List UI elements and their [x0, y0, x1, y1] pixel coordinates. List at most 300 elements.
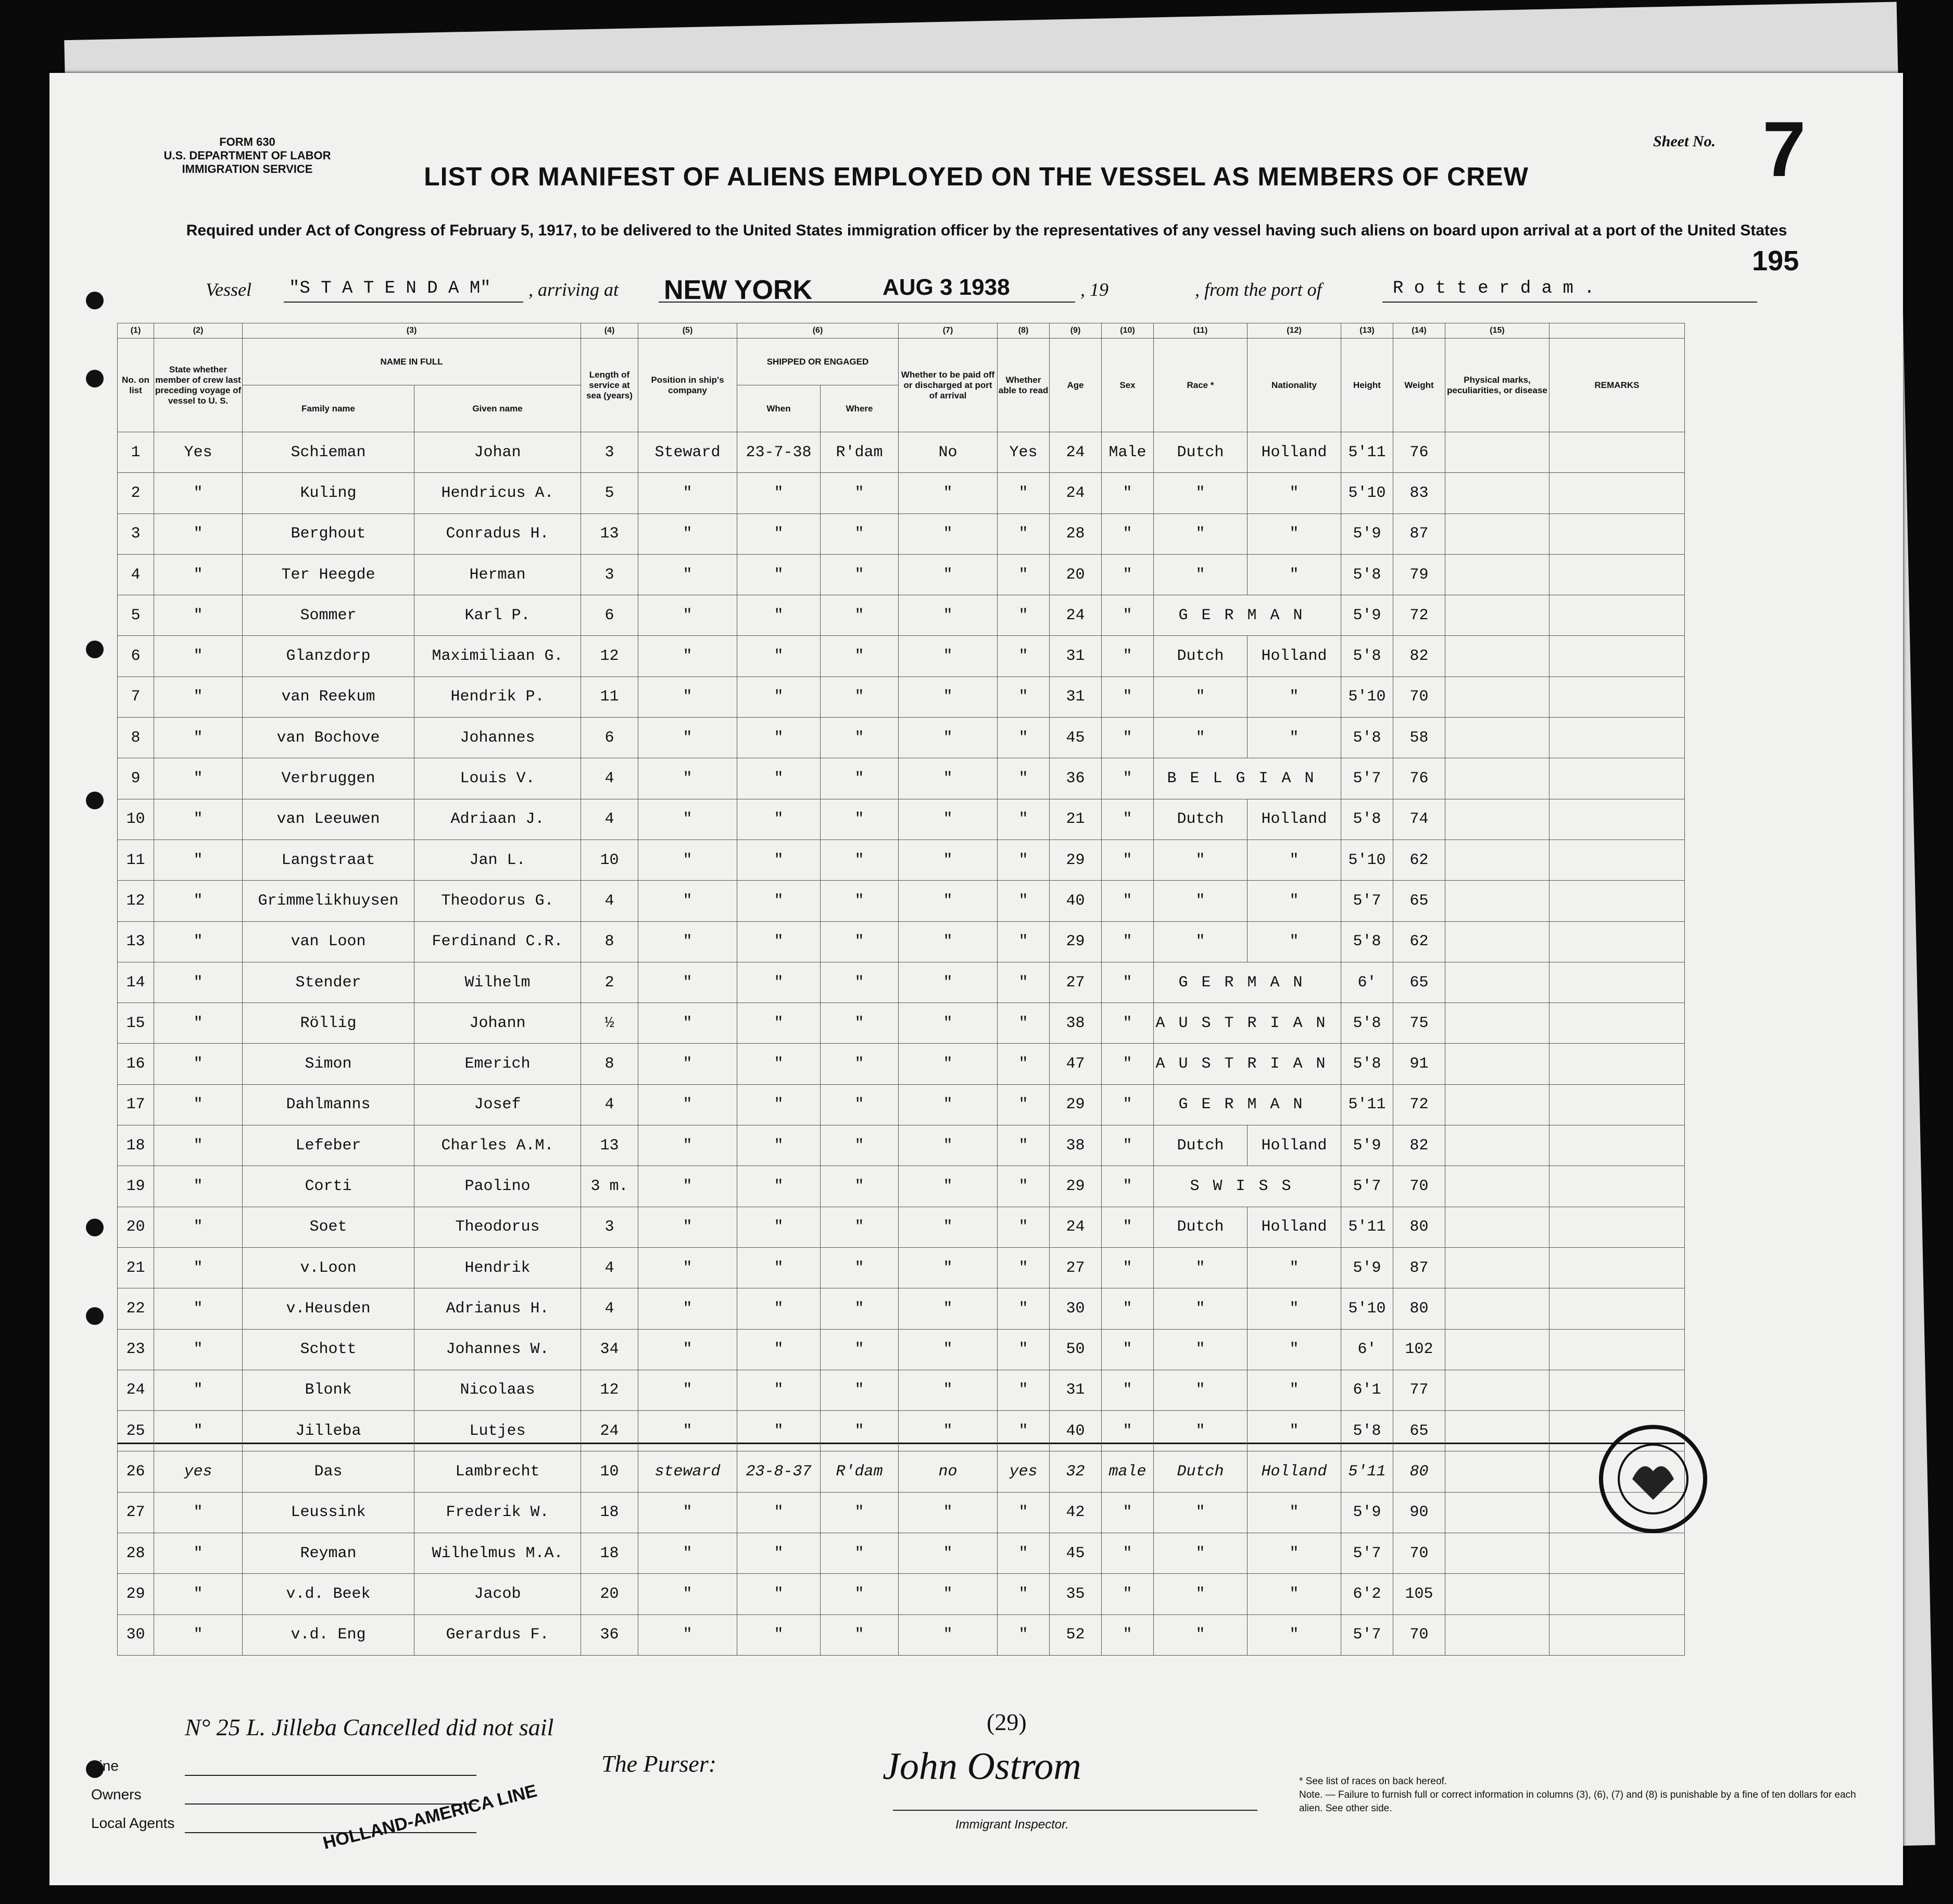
paid-off-cell: "	[899, 1492, 998, 1533]
table-row	[118, 513, 1685, 554]
age-cell: 29	[1050, 921, 1102, 962]
shipped-where-cell: "	[821, 1125, 899, 1166]
state-member-cell: "	[154, 921, 243, 962]
remarks-cell	[1549, 1125, 1685, 1166]
state-member-cell: "	[154, 1614, 243, 1655]
family-name-cell: Röllig	[243, 1003, 414, 1044]
race-cell: "	[1154, 1247, 1248, 1288]
table-row	[118, 1614, 1685, 1655]
physical-marks-cell	[1445, 1329, 1549, 1370]
punch-hole	[86, 1307, 104, 1325]
shipped-when-cell: "	[737, 473, 821, 513]
given-name-cell: Paolino	[414, 1166, 581, 1207]
paid-off-cell: "	[899, 636, 998, 677]
shipped-where-cell: "	[821, 636, 899, 677]
height-cell: 5'8	[1341, 1003, 1393, 1044]
row-number-cell: 10	[118, 799, 154, 840]
table-row	[118, 1084, 1685, 1125]
col-name-in-full: NAME IN FULL	[243, 339, 581, 385]
remarks-cell	[1549, 1084, 1685, 1125]
shipped-where-cell: "	[821, 554, 899, 595]
given-name-cell: Herman	[414, 554, 581, 595]
age-cell: 40	[1050, 881, 1102, 921]
physical-marks-cell	[1445, 840, 1549, 880]
nationality-cell: "	[1248, 1411, 1341, 1451]
able-read-cell: "	[998, 1533, 1050, 1574]
shipped-when-cell: "	[737, 513, 821, 554]
race-nationality-cell: BELGIAN	[1154, 758, 1341, 799]
age-cell: 35	[1050, 1574, 1102, 1614]
shipped-where-cell: "	[821, 677, 899, 717]
row-number-cell: 27	[118, 1492, 154, 1533]
state-member-cell: "	[154, 1166, 243, 1207]
remarks-cell	[1549, 1247, 1685, 1288]
paid-off-cell: "	[899, 1574, 998, 1614]
state-member-cell: "	[154, 636, 243, 677]
position-cell: "	[638, 799, 737, 840]
year-label: , 19	[1080, 279, 1108, 300]
able-read-cell: "	[998, 473, 1050, 513]
age-cell: 21	[1050, 799, 1102, 840]
age-cell: 52	[1050, 1614, 1102, 1655]
family-name-cell: Kuling	[243, 473, 414, 513]
row-number-cell: 8	[118, 718, 154, 758]
position-cell: "	[638, 636, 737, 677]
col-no-on-list: No. on list	[118, 339, 154, 432]
service-years-cell: 3 m.	[581, 1166, 638, 1207]
position-cell: "	[638, 1370, 737, 1410]
from-port-label: , from the port of	[1195, 279, 1322, 300]
physical-marks-cell	[1445, 1614, 1549, 1655]
row-number-cell: 21	[118, 1247, 154, 1288]
shipped-where-cell: "	[821, 799, 899, 840]
able-read-cell: "	[998, 1125, 1050, 1166]
race-cell: "	[1154, 840, 1248, 880]
given-name-cell: Theodorus	[414, 1207, 581, 1247]
row-number-cell: 11	[118, 840, 154, 880]
position-cell: "	[638, 881, 737, 921]
age-cell: 45	[1050, 718, 1102, 758]
shipped-when-cell: "	[737, 554, 821, 595]
able-read-cell: yes	[998, 1451, 1050, 1492]
nationality-cell: Holland	[1248, 1207, 1341, 1247]
weight-cell: 62	[1393, 840, 1445, 880]
sex-cell: "	[1102, 1370, 1154, 1410]
given-name-cell: Gerardus F.	[414, 1614, 581, 1655]
sex-cell: "	[1102, 1084, 1154, 1125]
weight-cell: 82	[1393, 636, 1445, 677]
race-cell: "	[1154, 921, 1248, 962]
nationality-cell: Holland	[1248, 432, 1341, 473]
shipped-where-cell: "	[821, 1370, 899, 1410]
paid-off-cell: "	[899, 1247, 998, 1288]
weight-cell: 65	[1393, 881, 1445, 921]
col-race: Race *	[1154, 339, 1248, 432]
able-read-cell: "	[998, 1492, 1050, 1533]
service-years-cell: 4	[581, 1084, 638, 1125]
nationality-cell: Holland	[1248, 799, 1341, 840]
given-name-cell: Wilhelm	[414, 962, 581, 1003]
inspector-label: Immigrant Inspector.	[955, 1818, 1069, 1832]
shipped-when-cell: "	[737, 636, 821, 677]
state-member-cell: "	[154, 1574, 243, 1614]
race-nationality-cell: GERMAN	[1154, 962, 1341, 1003]
weight-cell: 105	[1393, 1574, 1445, 1614]
remarks-cell	[1549, 1288, 1685, 1329]
service-years-cell: 34	[581, 1329, 638, 1370]
col-where: Where	[821, 385, 899, 432]
row-number-cell: 20	[118, 1207, 154, 1247]
physical-marks-cell	[1445, 1044, 1549, 1084]
family-name-cell: Langstraat	[243, 840, 414, 880]
family-name-cell: Jilleba	[243, 1411, 414, 1451]
age-cell: 24	[1050, 432, 1102, 473]
table-row	[118, 473, 1685, 513]
family-name-cell: Das	[243, 1451, 414, 1492]
state-member-cell: "	[154, 799, 243, 840]
nationality-cell: "	[1248, 1329, 1341, 1370]
age-cell: 27	[1050, 962, 1102, 1003]
physical-marks-cell	[1445, 1574, 1549, 1614]
given-name-cell: Wilhelmus M.A.	[414, 1533, 581, 1574]
row-number-cell: 16	[118, 1044, 154, 1084]
given-name-cell: Jacob	[414, 1574, 581, 1614]
state-member-cell: yes	[154, 1451, 243, 1492]
shipped-where-cell: "	[821, 1166, 899, 1207]
row-number-cell: 12	[118, 881, 154, 921]
race-cell: "	[1154, 1370, 1248, 1410]
family-name-cell: Corti	[243, 1166, 414, 1207]
stamped-number: 195	[1752, 245, 1799, 277]
weight-cell: 65	[1393, 1411, 1445, 1451]
able-read-cell: "	[998, 921, 1050, 962]
height-cell: 5'8	[1341, 799, 1393, 840]
position-cell: "	[638, 1411, 737, 1451]
shipped-where-cell: "	[821, 1247, 899, 1288]
service-years-cell: 4	[581, 799, 638, 840]
state-member-cell: "	[154, 595, 243, 636]
shipped-where-cell: "	[821, 962, 899, 1003]
table-row	[118, 758, 1685, 799]
paid-off-cell: "	[899, 1533, 998, 1574]
family-name-cell: v.d. Eng	[243, 1614, 414, 1655]
service-years-cell: 4	[581, 1247, 638, 1288]
shipped-where-cell: "	[821, 1614, 899, 1655]
service-years-cell: 8	[581, 921, 638, 962]
position-cell: "	[638, 1533, 737, 1574]
nationality-cell: "	[1248, 677, 1341, 717]
physical-marks-cell	[1445, 1207, 1549, 1247]
shipped-when-cell: "	[737, 881, 821, 921]
height-cell: 5'7	[1341, 881, 1393, 921]
weight-cell: 72	[1393, 595, 1445, 636]
position-cell: "	[638, 1166, 737, 1207]
remarks-cell	[1549, 513, 1685, 554]
shipped-where-cell: "	[821, 1003, 899, 1044]
remarks-cell	[1549, 554, 1685, 595]
race-nationality-cell: SWISS	[1154, 1166, 1341, 1207]
position-cell: "	[638, 473, 737, 513]
age-cell: 47	[1050, 1044, 1102, 1084]
remarks-cell	[1549, 799, 1685, 840]
age-cell: 20	[1050, 554, 1102, 595]
able-read-cell: "	[998, 962, 1050, 1003]
arriving-label: , arriving at	[528, 279, 619, 300]
nationality-cell: "	[1248, 840, 1341, 880]
given-name-cell: Charles A.M.	[414, 1125, 581, 1166]
given-name-cell: Josef	[414, 1084, 581, 1125]
position-cell: "	[638, 1125, 737, 1166]
physical-marks-cell	[1445, 718, 1549, 758]
position-cell: "	[638, 1492, 737, 1533]
paid-off-cell: "	[899, 1329, 998, 1370]
paid-off-cell: "	[899, 473, 998, 513]
age-cell: 32	[1050, 1451, 1102, 1492]
purser-signature: The Purser:	[601, 1750, 717, 1777]
sex-cell: "	[1102, 921, 1154, 962]
able-read-cell: "	[998, 1370, 1050, 1410]
shipped-where-cell: "	[821, 1411, 899, 1451]
family-name-cell: v.d. Beek	[243, 1574, 414, 1614]
age-cell: 24	[1050, 595, 1102, 636]
remarks-cell	[1549, 432, 1685, 473]
col-physical-marks: Physical marks, peculiarities, or disease	[1445, 339, 1549, 432]
remarks-cell	[1549, 881, 1685, 921]
race-nationality-cell: GERMAN	[1154, 1084, 1341, 1125]
position-cell: steward	[638, 1451, 737, 1492]
able-read-cell: "	[998, 758, 1050, 799]
shipped-when-cell: "	[737, 1207, 821, 1247]
table-row	[118, 1003, 1685, 1044]
state-member-cell: "	[154, 554, 243, 595]
family-name-cell: Leussink	[243, 1492, 414, 1533]
family-name-cell: van Bochove	[243, 718, 414, 758]
sex-cell: "	[1102, 799, 1154, 840]
sex-cell: "	[1102, 881, 1154, 921]
given-name-cell: Hendricus A.	[414, 473, 581, 513]
shipped-when-cell: "	[737, 840, 821, 880]
race-cell: "	[1154, 513, 1248, 554]
table-row	[118, 554, 1685, 595]
given-name-cell: Adriaan J.	[414, 799, 581, 840]
remarks-cell	[1549, 1166, 1685, 1207]
race-cell: "	[1154, 718, 1248, 758]
age-cell: 29	[1050, 1084, 1102, 1125]
height-cell: 5'8	[1341, 1044, 1393, 1084]
position-cell: Steward	[638, 432, 737, 473]
shipped-when-cell: "	[737, 1329, 821, 1370]
shipped-when-cell: "	[737, 595, 821, 636]
weight-cell: 62	[1393, 921, 1445, 962]
position-cell: "	[638, 1614, 737, 1655]
paid-off-cell: "	[899, 1125, 998, 1166]
state-member-cell: "	[154, 677, 243, 717]
column-number-row: (1) (2) (3) (4) (5) (6) (7) (8) (9) (10) (11) (12) (13) (14) (15)	[118, 323, 1685, 339]
service-years-cell: 24	[581, 1411, 638, 1451]
family-name-cell: v.Loon	[243, 1247, 414, 1288]
weight-cell: 80	[1393, 1288, 1445, 1329]
sex-cell: "	[1102, 1003, 1154, 1044]
service-years-cell: 18	[581, 1533, 638, 1574]
family-name-cell: Ter Heegde	[243, 554, 414, 595]
able-read-cell: "	[998, 595, 1050, 636]
able-read-cell: "	[998, 1166, 1050, 1207]
able-read-cell: "	[998, 881, 1050, 921]
sex-cell: Male	[1102, 432, 1154, 473]
service-years-cell: 12	[581, 636, 638, 677]
paid-off-cell: "	[899, 513, 998, 554]
shipped-where-cell: "	[821, 718, 899, 758]
physical-marks-cell	[1445, 677, 1549, 717]
shipped-when-cell: "	[737, 1614, 821, 1655]
weight-cell: 79	[1393, 554, 1445, 595]
position-cell: "	[638, 513, 737, 554]
arrival-date: AUG 3 1938	[883, 274, 1010, 300]
weight-cell: 76	[1393, 432, 1445, 473]
able-read-cell: "	[998, 1614, 1050, 1655]
physical-marks-cell	[1445, 1125, 1549, 1166]
col-length-service: Length of service at sea (years)	[581, 339, 638, 432]
service-years-cell: 3	[581, 1207, 638, 1247]
position-cell: "	[638, 758, 737, 799]
given-name-cell: Frederik W.	[414, 1492, 581, 1533]
row-number-cell: 30	[118, 1614, 154, 1655]
col-age: Age	[1050, 339, 1102, 432]
shipped-when-cell: "	[737, 1574, 821, 1614]
weight-cell: 77	[1393, 1370, 1445, 1410]
shipped-when-cell: "	[737, 799, 821, 840]
given-name-cell: Johan	[414, 432, 581, 473]
row-number-cell: 9	[118, 758, 154, 799]
given-name-cell: Lutjes	[414, 1411, 581, 1451]
family-name-cell: Reyman	[243, 1533, 414, 1574]
remarks-cell	[1549, 758, 1685, 799]
height-cell: 5'10	[1341, 473, 1393, 513]
weight-cell: 70	[1393, 1533, 1445, 1574]
weight-cell: 87	[1393, 1247, 1445, 1288]
able-read-cell: "	[998, 799, 1050, 840]
race-cell: "	[1154, 1533, 1248, 1574]
shipped-where-cell: "	[821, 595, 899, 636]
form-identifier: FORM 630 U.S. DEPARTMENT OF LABOR IMMIGRATION SERVICE	[163, 135, 331, 176]
weight-cell: 72	[1393, 1084, 1445, 1125]
state-member-cell: "	[154, 840, 243, 880]
col-nationality: Nationality	[1248, 339, 1341, 432]
table-row	[118, 1207, 1685, 1247]
remarks-cell	[1549, 473, 1685, 513]
paid-off-cell: "	[899, 799, 998, 840]
service-years-cell: 6	[581, 718, 638, 758]
position-cell: "	[638, 840, 737, 880]
position-cell: "	[638, 1288, 737, 1329]
shipped-where-cell: R'dam	[821, 432, 899, 473]
height-cell: 5'8	[1341, 1411, 1393, 1451]
service-years-cell: 20	[581, 1574, 638, 1614]
shipped-when-cell: "	[737, 758, 821, 799]
given-name-cell: Hendrik P.	[414, 677, 581, 717]
remarks-cell	[1549, 1614, 1685, 1655]
height-cell: 5'9	[1341, 595, 1393, 636]
cancellation-note: N° 25 L. Jilleba Cancelled did not sail	[185, 1714, 554, 1740]
row-number-cell: 5	[118, 595, 154, 636]
race-cell: "	[1154, 1574, 1248, 1614]
position-cell: "	[638, 1003, 737, 1044]
family-name-cell: Lefeber	[243, 1125, 414, 1166]
given-name-cell: Maximiliaan G.	[414, 636, 581, 677]
able-read-cell: "	[998, 513, 1050, 554]
physical-marks-cell	[1445, 473, 1549, 513]
age-cell: 42	[1050, 1492, 1102, 1533]
able-read-cell: "	[998, 554, 1050, 595]
race-nationality-cell: AUSTRIAN	[1154, 1003, 1341, 1044]
sex-cell: "	[1102, 840, 1154, 880]
height-cell: 5'11	[1341, 1084, 1393, 1125]
height-cell: 5'9	[1341, 1247, 1393, 1288]
position-cell: "	[638, 1574, 737, 1614]
remarks-cell	[1549, 1370, 1685, 1410]
shipped-when-cell: "	[737, 921, 821, 962]
remarks-cell	[1549, 718, 1685, 758]
shipped-when-cell: "	[737, 1492, 821, 1533]
age-cell: 45	[1050, 1533, 1102, 1574]
remarks-cell	[1549, 1533, 1685, 1574]
row-number-cell: 18	[118, 1125, 154, 1166]
local-agents-label: Local Agents	[91, 1815, 175, 1831]
shipped-where-cell: R'dam	[821, 1451, 899, 1492]
shipped-when-cell: "	[737, 677, 821, 717]
weight-cell: 91	[1393, 1044, 1445, 1084]
height-cell: 5'11	[1341, 1207, 1393, 1247]
state-member-cell: "	[154, 1207, 243, 1247]
nationality-cell: "	[1248, 881, 1341, 921]
nationality-cell: "	[1248, 554, 1341, 595]
shipped-when-cell: "	[737, 1247, 821, 1288]
service-years-cell: 6	[581, 595, 638, 636]
position-cell: "	[638, 718, 737, 758]
shipped-when-cell: 23-8-37	[737, 1451, 821, 1492]
col-paid-off: Whether to be paid off or discharged at port of arrival	[899, 339, 998, 432]
col-state-member: State whether member of crew last preceding voyage of vessel to U. S.	[154, 339, 243, 432]
service-years-cell: 3	[581, 432, 638, 473]
shipped-where-cell: "	[821, 473, 899, 513]
table-row	[118, 595, 1685, 636]
height-cell: 5'8	[1341, 921, 1393, 962]
service-years-cell: 3	[581, 554, 638, 595]
sex-cell: "	[1102, 718, 1154, 758]
page-title: LIST OR MANIFEST OF ALIENS EMPLOYED ON THE VESSEL AS MEMBERS OF CREW	[424, 162, 1529, 191]
family-name-cell: Berghout	[243, 513, 414, 554]
nationality-cell: "	[1248, 1288, 1341, 1329]
family-name-cell: van Loon	[243, 921, 414, 962]
family-name-cell: van Leeuwen	[243, 799, 414, 840]
state-member-cell: "	[154, 1533, 243, 1574]
position-cell: "	[638, 921, 737, 962]
col-when: When	[737, 385, 821, 432]
sex-cell: "	[1102, 1125, 1154, 1166]
state-member-cell: "	[154, 1411, 243, 1451]
able-read-cell: "	[998, 840, 1050, 880]
sex-cell: "	[1102, 758, 1154, 799]
position-cell: "	[638, 1084, 737, 1125]
race-cell: "	[1154, 881, 1248, 921]
table-row	[118, 1370, 1685, 1410]
paid-off-cell: "	[899, 881, 998, 921]
shipped-when-cell: "	[737, 1044, 821, 1084]
state-member-cell: "	[154, 881, 243, 921]
physical-marks-cell	[1445, 1451, 1549, 1492]
remarks-cell	[1549, 1329, 1685, 1370]
manifest-page	[49, 73, 1903, 1885]
